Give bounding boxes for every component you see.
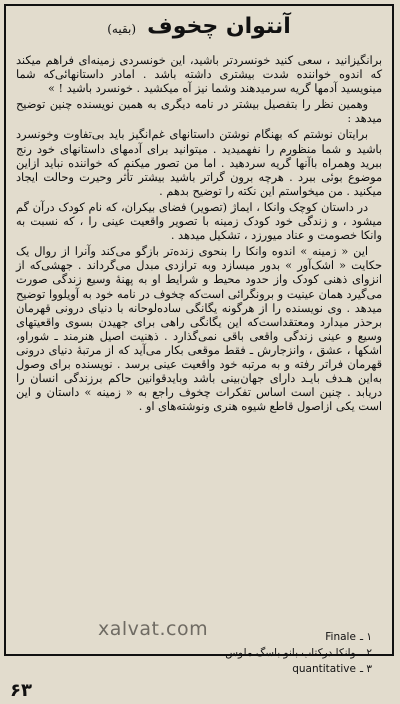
footnote-text: وانکا درکتاب بانو باسگ ملوس . <box>218 647 356 659</box>
footnote-number: ۲ ـ <box>359 647 372 659</box>
footnote-text: quantitative <box>292 663 356 675</box>
article-subtitle: (بقیه) <box>107 22 137 36</box>
article-header <box>6 14 392 39</box>
page-footer <box>0 618 400 704</box>
article-frame <box>4 4 394 656</box>
page-number: ۶۳ <box>10 680 32 701</box>
footnote-2 <box>130 645 372 661</box>
footnote-3 <box>130 661 372 677</box>
footnote-text: Finale <box>325 631 356 643</box>
article-body <box>16 54 382 414</box>
watermark: xalvat.com <box>98 618 209 640</box>
paragraph-1: برانگیزانید ، سعی کنید خونسردتر باشید، این خونسردی زمینه‌ای فراهم میکند که اندوه خواننده شدت بیشتری داشته باشد . امادر داستانهائی‌که شما مینویسید آدمها گریه سرمیدهند وشما نیز آه میکشید . خونسرد باشید ! » <box>16 54 382 96</box>
footnotes <box>130 629 372 677</box>
paragraph-5: این « زمینه » اندوه وانکا را بنحوی زنده‌تر بازگو می‌کند وآنرا از روال یک حکایت « اشک‌آور » بدور میسازد وبه ترازدی مبدل می‌گرداند . جهشی‌که از انزوای ذهنی کودک واز حدود محیط و شرایط او به پهنهٔ وسیع زندگی صورت می‌گیرد همان عینیت و برونگرائی است‌که چخوف در نامه خود به آویلووا توضیح میدهد . وی نویسنده را از هرگونه یگانگی ساده‌لوحانه با دنیای درونی قهرمان برحذر میدارد ومعتقداست‌که این یگانگی راهی برای جهیدن بسوی واقعیتهای وسیع و عینی زندگی واقعی باقی نمی‌گذارد . ذهنیت اصیل هنرمند ـ شوراو، اشکها ، عشق ، وانزجارش ـ فقط موقعی بکار می‌آید که از مرتبهٔ دنیای درونی قهرمان فراتر رفته و به مرتبه خود واقعیت عینی برسد . نویسنده برای وصول به‌این هـدف بایـد دارای جهان‌بینی باشد وبایدقوانین حاکم برزندگی انسان را دریابد . چنین است اساس تفکرات چخوف راجع به « زمینه » داستان و این است یکی ازاصول قاطع شیوه هنری ونوشته‌های او . <box>16 245 382 414</box>
article-title: آنتوان چخوف <box>147 14 291 39</box>
paragraph-3: برایتان نوشتم که بهنگام نوشتن داستانهای غم‌انگیز باید بی‌تفاوت وخونسرد باشید و شما منظورم را نفهمیدید . میتوانید برای آدمهای داستانهای خود رنج ببرید وهمراه باآنها گریه سردهید . اما من تصور میکنم که خواننده نباید ازاین موضوع بوئی ببرد . هرچه برون گراتر باشید بیشتر تأثر وحیرت وحالت ایجاد میکنید . من میخواستم این نکته را توضیح بدهم . <box>16 128 382 198</box>
footnote-1 <box>130 629 372 645</box>
footnote-number: ۱ ـ <box>359 631 372 643</box>
footnote-number: ۳ ـ <box>359 663 372 675</box>
paragraph-4: در داستان کوچک وانکا ، ایماژ (تصویر) فضای بیکران، که نام کودک درآن گم میشود ، و زندگی خود کودک زمینه با تصویر واقعیت عینی را ، که نسبت به وانکا خصومت و عناد میورزد ، تشکیل میدهد . <box>16 200 382 243</box>
paragraph-2: وهمین نظر را بتفصیل بیشتر در نامه دیگری به همین نویسنده چنین توضیح میدهد : <box>16 98 382 126</box>
